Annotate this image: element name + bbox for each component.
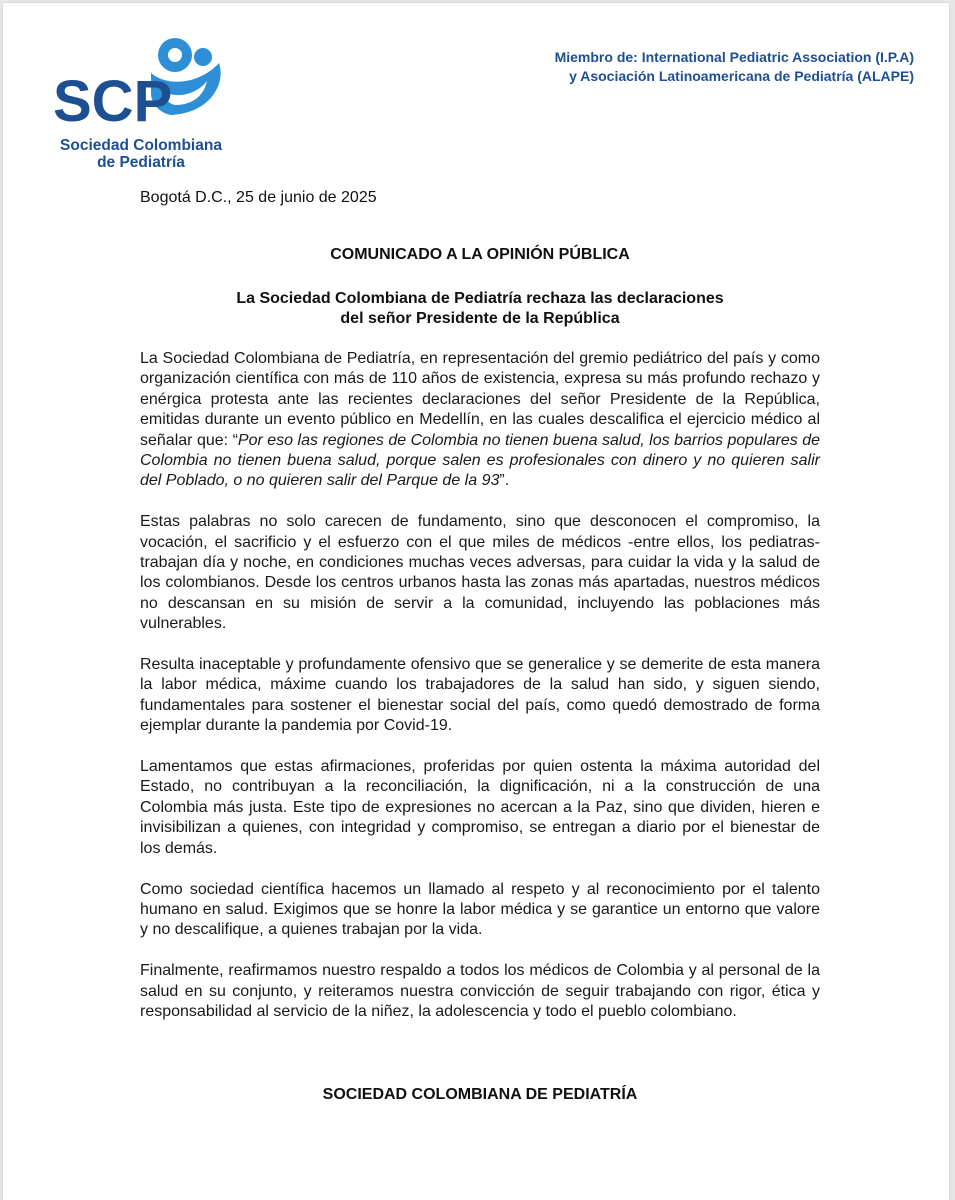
- paragraph-1: [140, 349, 820, 492]
- paragraph-4: Lamentamos que estas afirmaciones, proferidas por quien ostenta la máxima autoridad del Estado, no contribuyan a la reconciliación, la dignificación, ni a la construcción de una Colombia más justa. Este tipo de expresiones no acercan a la Paz, sino que dividen, hieren e invisibilizan a quienes, con integridad y compromiso, se entregan a diario por el bienestar de los demás.: [140, 758, 820, 857]
- subtitle-line2: del señor Presidente de la República: [340, 310, 620, 327]
- scp-logo: [51, 33, 231, 173]
- logo-figure-head-small: [194, 48, 212, 66]
- scp-logo-mark: [51, 33, 231, 137]
- document-page: [3, 3, 949, 1200]
- paragraph-1-intro: La Sociedad Colombiana de Pediatría, en representación del gremio pediátrico del país y como organización científica con más de 110 años de existencia, expresa su más profundo rechazo y enérgica protesta ante las recientes declaraciones del señor Presidente de la República, emitidas durante un evento público en Medellín, en las cuales descalifica el ejercicio médico al señalar que: “: [140, 350, 820, 449]
- logo-organization-name: [51, 137, 231, 171]
- logo-name-line1: Sociedad Colombiana: [60, 137, 222, 154]
- signature: SOCIEDAD COLOMBIANA DE PEDIATRÍA: [322, 1086, 638, 1103]
- paragraph-6: Finalmente, reafirmamos nuestro respaldo a todos los médicos de Colombia y al personal de la salud en su conjunto, y reiteramos nuestra convicción de seguir trabajando con rigor, ética y responsabilidad al servicio de la niñez, la adolescencia y todo el pueblo colombiano.: [140, 962, 820, 1020]
- paragraph-1-end: ”.: [499, 472, 510, 490]
- membership-line2: y Asociación Latinoamericana de Pediatría (ALAPE): [569, 68, 914, 84]
- logo-name-line2: de Pediatría: [97, 154, 185, 171]
- document-body: [140, 349, 820, 1043]
- logo-letters: SCP: [53, 69, 173, 134]
- document-subtitle: [140, 289, 820, 329]
- document-date: Bogotá D.C., 25 de junio de 2025: [140, 189, 377, 206]
- paragraph-2: Estas palabras no solo carecen de fundamento, sino que desconocen el compromiso, la vocación, el sacrificio y el esfuerzo con el que miles de médicos -entre ellos, los pediatras- trabajan día y noche, en condiciones muchas veces adversas, para cuidar la vida y la salud de los colombianos. Desde los centros urbanos hasta las zonas más apartadas, nuestros médicos no descansan en su misión de servir a la comunidad, incluyendo las poblaciones más vulnerables.: [140, 513, 820, 633]
- membership-line1: Miembro de: International Pediatric Association (I.P.A): [554, 49, 914, 65]
- subtitle-line1: La Sociedad Colombiana de Pediatría rechaza las declaraciones: [236, 290, 724, 307]
- paragraph-5: Como sociedad científica hacemos un llamado al respeto y al reconocimiento por el talento humano en salud. Exigimos que se honre la labor médica y se garantice un entorno que valore y no descalifique, a quienes trabajan por la vida.: [140, 880, 820, 939]
- membership-note: [555, 48, 914, 86]
- paragraph-3: Resulta inaceptable y profundamente ofensivo que se generalice y se demerite de esta manera la labor médica, máxime cuando los trabajadores de la salud han sido, y siguen siendo, fundamentales para sostener el bienestar social del país, como quedó demostrado de forma ejemplar durante la pandemia por Covid-19.: [140, 656, 820, 735]
- document-title: COMUNICADO A LA OPINIÓN PÚBLICA: [330, 246, 630, 263]
- paragraph-1-quote: Por eso las regiones de Colombia no tienen buena salud, los barrios populares de Colombia no tienen buena salud, porque salen es profesionales con dinero y no quieren salir del Poblado, o no quieren salir del Parque de la 93: [140, 431, 821, 490]
